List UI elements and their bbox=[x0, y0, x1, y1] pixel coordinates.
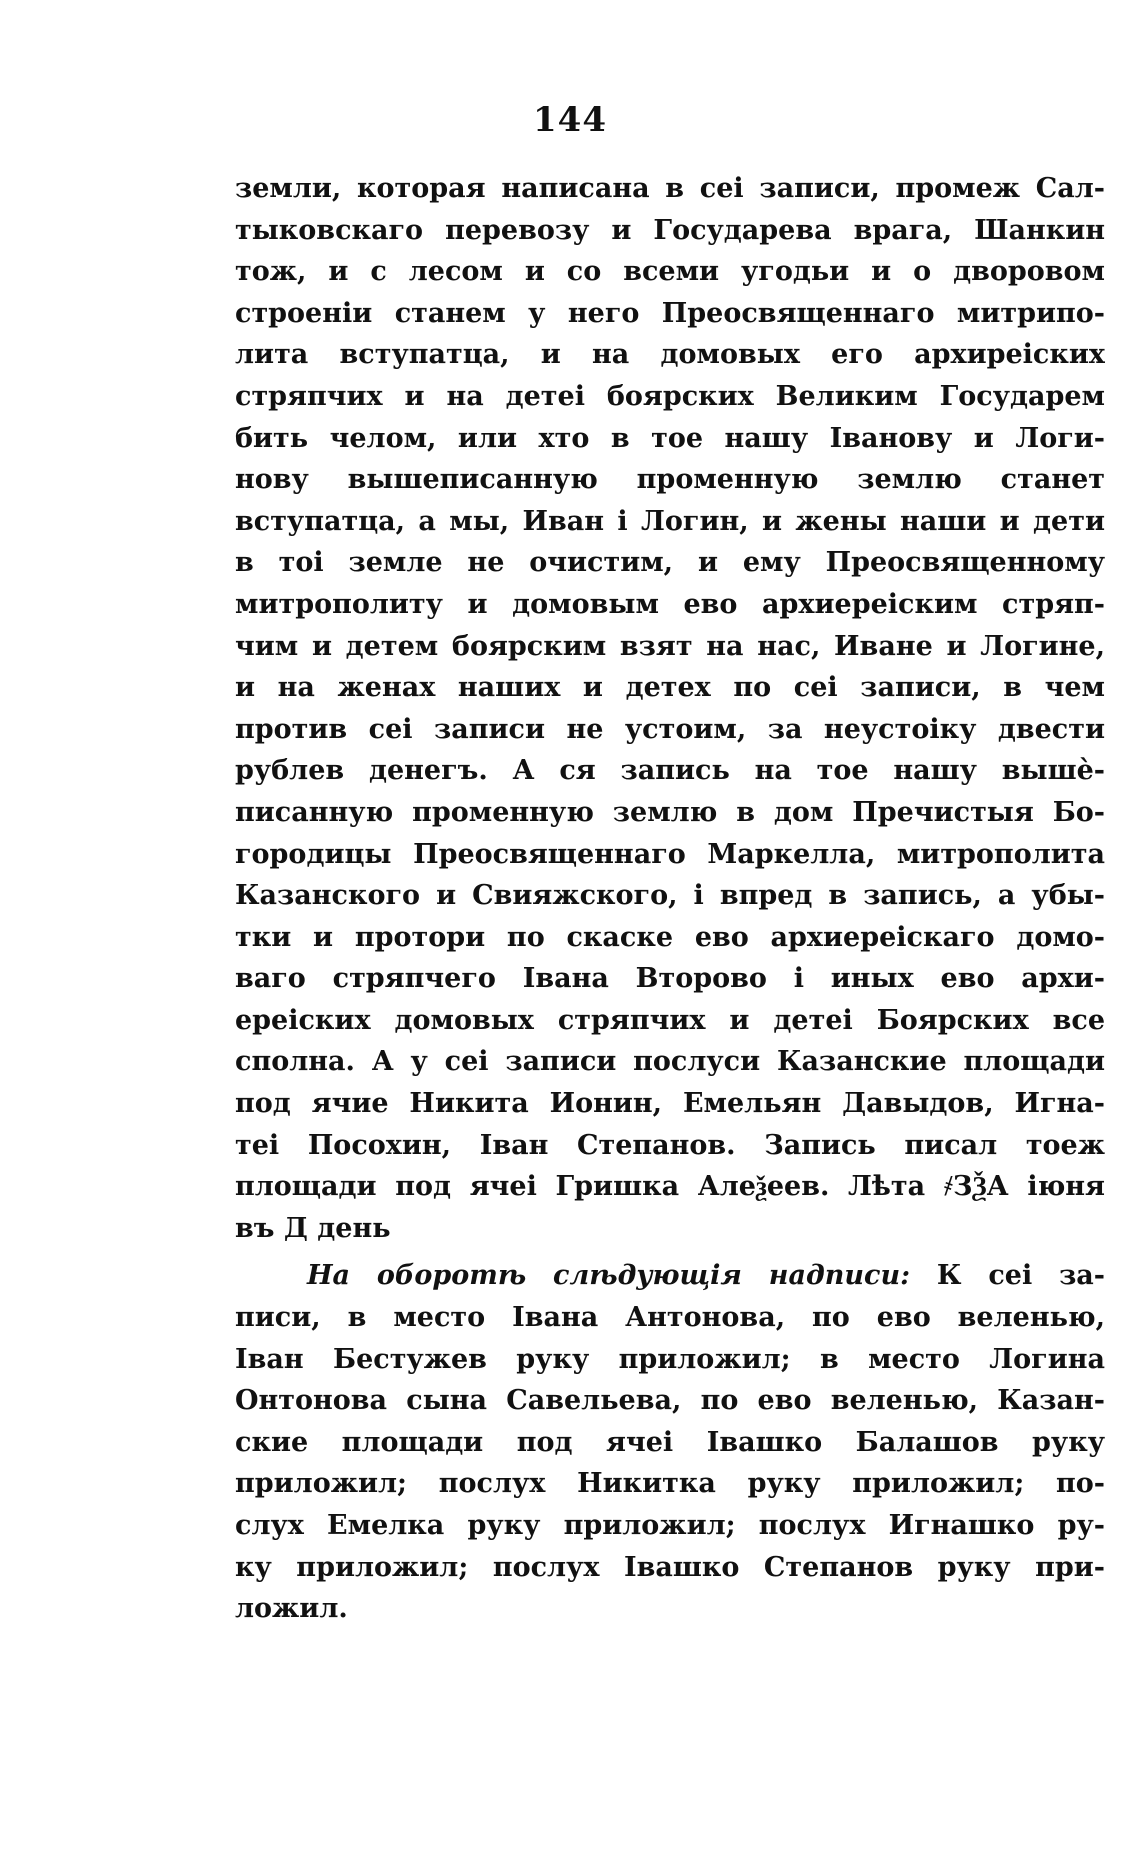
body-text bbox=[235, 168, 1105, 1630]
text-line: писанную променную землю в дом Пречистыя Бо- bbox=[235, 796, 1105, 828]
text-line: теі Посохин, Іван Степанов. Запись писал тоеж bbox=[235, 1129, 1105, 1161]
page-number: 144 bbox=[533, 100, 607, 140]
text-line: чим и детем боярским взят на нас, Иване и Логине, bbox=[235, 630, 1105, 662]
text-line: Онтонова сына Савельева, по ево веленью, Казан- bbox=[235, 1385, 1105, 1417]
text-line: вступатца, а мы, Иван і Логин, и жены наши и дети bbox=[235, 505, 1105, 537]
text-line: приложил; послух Никитка руку приложил; по- bbox=[235, 1468, 1105, 1500]
text-line: въ Д день bbox=[235, 1212, 391, 1244]
text-line: площади под ячеі Гришка Алеѯеев. Лѣта ҂ЗѮА іюня bbox=[235, 1171, 1105, 1203]
text-line: стряпчих и на детеі боярских Великим Государем bbox=[235, 380, 1105, 412]
text-line: Іван Бестужев руку приложил; в место Логина bbox=[235, 1343, 1105, 1375]
text-line: митрополиту и домовым ево архиереіским стряп- bbox=[235, 588, 1105, 620]
text-line: бить челом, или хто в тое нашу Іванову и Логи- bbox=[235, 422, 1105, 454]
text-line: писи, в место Івана Антонова, по ево веленью, bbox=[235, 1302, 1105, 1334]
text-line: городицы Преосвященнаго Маркелла, митрополита bbox=[235, 838, 1105, 870]
text-line: слух Емелка руку приложил; послух Игнашко ру- bbox=[235, 1510, 1105, 1541]
text-line: тки и протори по скаске ево архиереіскаго домо- bbox=[235, 921, 1105, 953]
paragraph-2 bbox=[235, 1255, 1105, 1629]
text-line: рублев денегъ. А ся запись на тое нашу вышѐ- bbox=[235, 755, 1105, 787]
text-line: земли, которая написана в сеі записи, промеж Сал- bbox=[235, 173, 1105, 204]
text-line: тыковскаго перевозу и Государева врага, Шанкин bbox=[235, 214, 1105, 246]
text-line: ложил. bbox=[235, 1593, 348, 1625]
text-line: нову вышеписанную променную землю станет bbox=[235, 464, 1105, 496]
text-line: и на женах наших и детех по сеі записи, в чем bbox=[235, 672, 1105, 704]
text-line: под ячие Никита Ионин, Емельян Давыдов, Игна- bbox=[235, 1088, 1105, 1120]
text-line: тож, и с лесом и со всеми угодьи и о дворовом bbox=[235, 256, 1105, 288]
text-line: ку приложил; послух Івашко Степанов руку при- bbox=[235, 1551, 1105, 1583]
text-line: в тоі земле не очистим, и ему Преосвященному bbox=[235, 547, 1105, 579]
text-line-first bbox=[235, 1255, 1105, 1297]
text-line: ереіских домовых стряпчих и детеі Боярских все bbox=[235, 1004, 1105, 1036]
text-line: Казанского и Свияжского, і впред в запись, а убы- bbox=[235, 880, 1105, 912]
text-line: лита вступатца, и на домовых его архиреіских bbox=[235, 339, 1105, 371]
text-line: сполна. А у сеі записи послуси Казанские площади bbox=[235, 1046, 1105, 1078]
italic-heading: На оборотѣ слѣдующія надписи: bbox=[307, 1260, 911, 1292]
text-line: против сеі записи не устоим, за неустоіку двести bbox=[235, 713, 1105, 745]
text-line: ские площади под ячеі Івашко Балашов руку bbox=[235, 1426, 1105, 1458]
paragraph-1 bbox=[235, 168, 1105, 1249]
text-line: строеніи станем у него Преосвященнаго митрипо- bbox=[235, 297, 1105, 329]
text-line: ваго стряпчего Івана Второво і иных ево архи- bbox=[235, 963, 1105, 995]
line-continuation: К сеі за- bbox=[936, 1260, 1105, 1292]
